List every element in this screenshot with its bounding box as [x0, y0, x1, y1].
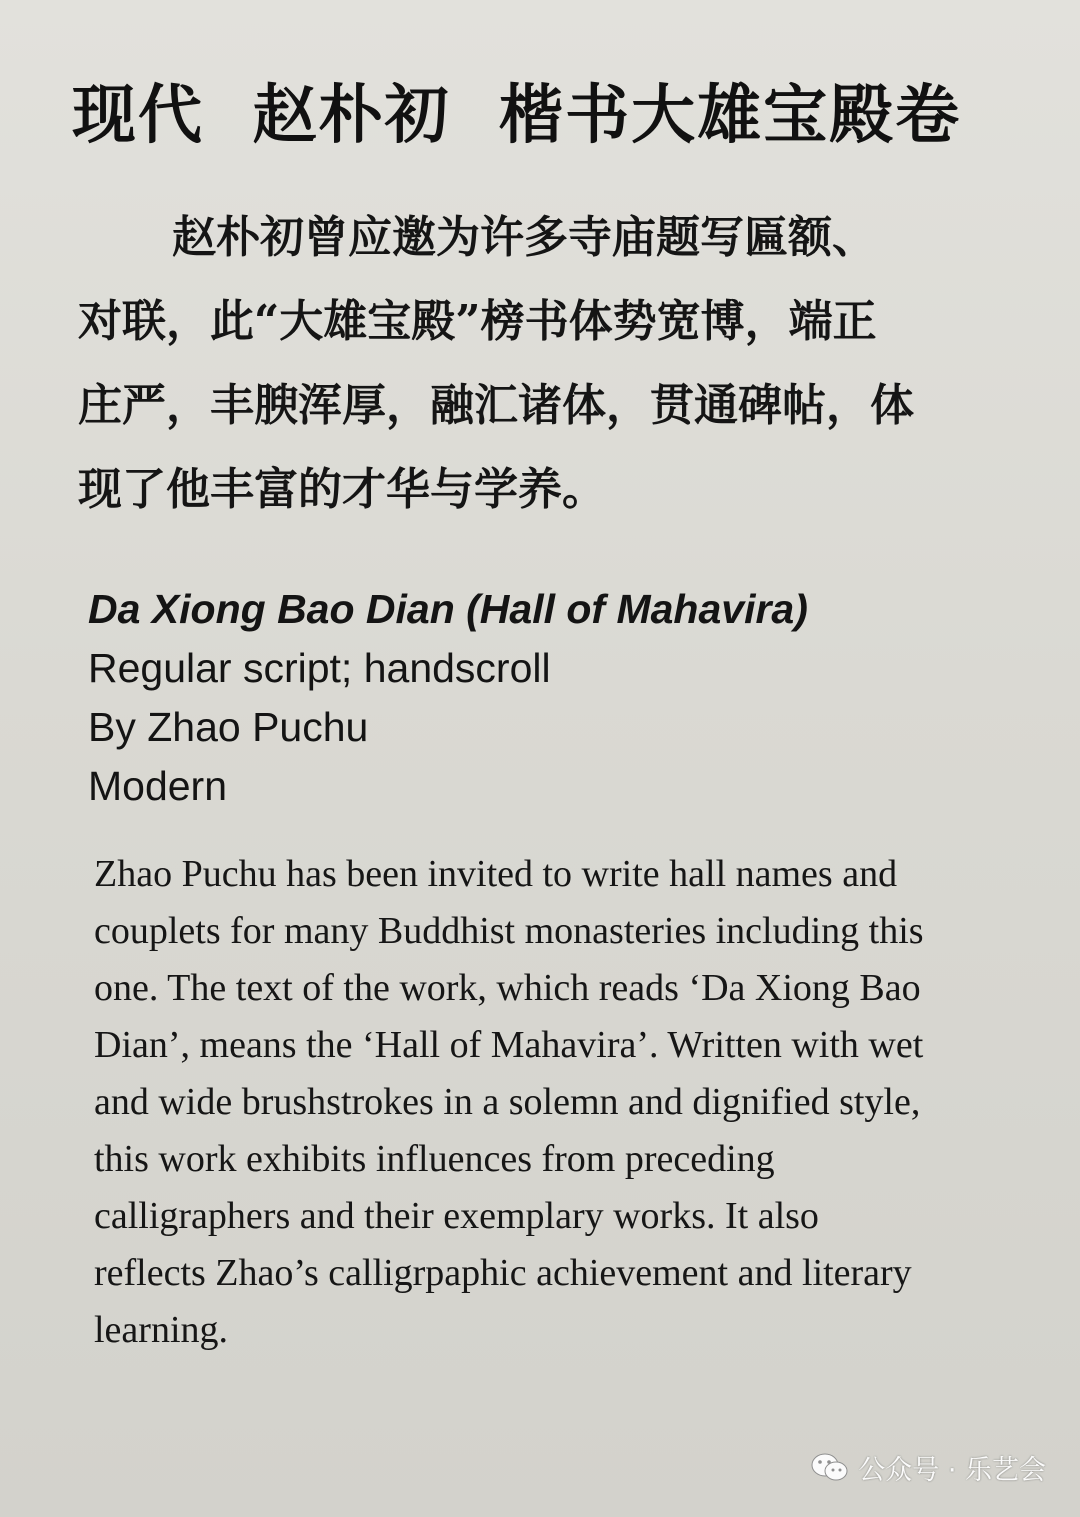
english-description-line: learning.: [94, 1309, 229, 1351]
english-description-line: one. The text of the work, which reads ‘Da Xiong Bao: [94, 967, 921, 1009]
chinese-description-line: 庄严，丰腴浑厚，融汇诸体，贯通碑帖，体: [78, 380, 914, 431]
english-period: Modern: [88, 763, 228, 809]
english-medium: Regular script; handscroll: [88, 645, 551, 691]
english-caption: [88, 580, 808, 816]
chinese-description-line: 赵朴初曾应邀为许多寺庙题写匾额、: [172, 212, 876, 263]
english-description-line: this work exhibits influences from preceding: [94, 1138, 775, 1180]
english-description-line: Dian’, means the ‘Hall of Mahavira’. Written with wet: [94, 1024, 924, 1066]
english-description-line: calligraphers and their exemplary works. It also: [94, 1195, 819, 1237]
english-description-line: reflects Zhao’s calligrpaphic achievement and literary: [94, 1252, 912, 1294]
english-description-line: Zhao Puchu has been invited to write hall names and: [94, 853, 898, 895]
watermark: [810, 1448, 1046, 1487]
english-work-title: Da Xiong Bao Dian (Hall of Mahavira): [88, 586, 808, 632]
english-description-line: couplets for many Buddhist monasteries including this: [94, 910, 924, 952]
wechat-icon: [810, 1451, 850, 1485]
chinese-description-line: 现了他丰富的才华与学养。: [78, 464, 606, 515]
english-artist: By Zhao Puchu: [88, 704, 369, 750]
chinese-description: [78, 196, 1028, 532]
english-description: [94, 846, 1034, 1359]
chinese-description-line: 对联，此“大雄宝殿”榜书体势宽博，端正: [78, 296, 877, 347]
english-description-line: and wide brushstrokes in a solemn and dignified style,: [94, 1081, 921, 1123]
chinese-title: 现代 赵朴初 楷书大雄宝殿卷: [72, 79, 962, 153]
watermark-text: 公众号 · 乐艺会: [858, 1455, 1046, 1486]
